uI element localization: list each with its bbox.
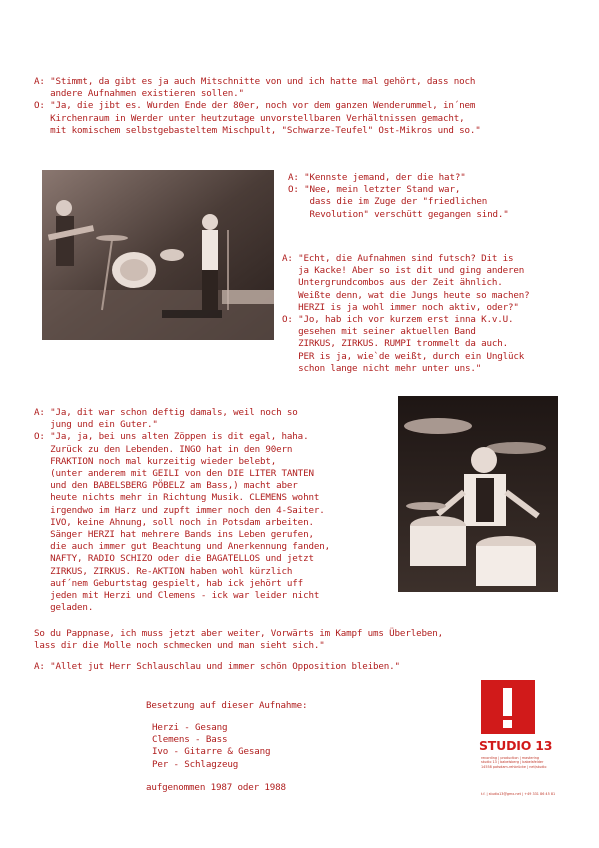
intro-dialogue — [34, 76, 481, 137]
text-line: auf´nem Geburtstag gespielt, hab ick jehört uff — [34, 577, 304, 589]
question-dialogue — [288, 172, 509, 221]
text-line: A: "Kennste jemand, der die hat?" — [288, 172, 466, 183]
text-line: die auch immer gut Beachtung und Anerkennung fanden, — [34, 541, 330, 553]
text-line: lass dir die Molle noch schmecken und man sieht sich." — [34, 640, 325, 652]
text-line: IVO, keine Ahnung, soll noch in Potsdam arbeiten. — [34, 516, 314, 528]
closing-line — [34, 661, 400, 673]
text-line: Ivo - Gitarre & Gesang — [152, 746, 271, 758]
band-live-photo — [42, 170, 274, 340]
text-line: (unter anderem mit GEILI von den DIE LITER TANTEN — [34, 468, 314, 480]
band-members-dialogue — [34, 407, 330, 614]
text-line: A: "Stimmt, da gibt es ja auch Mitschnitte von und ich hatte mal gehört, dass noch — [34, 76, 476, 87]
text-line: mit komischem selbstgebasteltem Mischpult, "Schwarze-Teufel" Ost-Mikros und so." — [34, 124, 481, 136]
text-line: Herzi - Gesang — [152, 722, 228, 733]
drummer-photo — [398, 396, 558, 592]
text-line: irgendwo im Harz und zupft immer noch den 4-Saiter. — [34, 504, 325, 516]
text-line: andere Aufnahmen existieren sollen." — [34, 88, 244, 100]
studio13-logo — [479, 680, 556, 802]
lineup-heading: Besetzung auf dieser Aufnahme: — [146, 700, 308, 711]
logo-tagline: recording | production | mastering studio 13 | babelsberg | babelsfelder 14558 potsdam-rehbrücke | net/studio — [481, 756, 547, 769]
text-line: Revolution" verschütt gegangen sind." — [288, 208, 509, 220]
lineup-list — [152, 722, 270, 771]
text-line: jung und ein Guter." — [34, 419, 158, 431]
text-line: NAFTY, RADIO SCHIZO oder die BAGATELLOS und jetzt — [34, 553, 314, 565]
text-line: A: "Echt, die Aufnahmen sind futsch? Dit is — [282, 253, 514, 264]
text-line: O: "Jo, hab ich vor kurzem erst inna K.v.U. — [282, 314, 514, 326]
text-line: schon lange nicht mehr unter uns." — [282, 362, 482, 374]
text-line: jeden mit Herzi und Clemens - ick war leider nicht — [34, 590, 320, 602]
text-line: dass die im Zuge der "friedlichen — [288, 196, 488, 208]
text-line: ZIRKUS, ZIRKUS. RUMPI trommelt da auch. — [282, 338, 509, 350]
recordings-dialogue — [282, 253, 530, 375]
text-line: HERZI is ja wohl immer noch aktiv, oder?" — [282, 301, 519, 313]
text-line: Kirchenraum in Werder unter heutzutage unvorstellbaren Verhältnissen gemacht, — [34, 112, 465, 124]
text-line: Weißte denn, wat die Jungs heute so machen? — [282, 289, 530, 301]
text-line: So du Pappnase, ich muss jetzt aber weiter, Vorwärts im Kampf ums Überleben, — [34, 628, 443, 639]
text-line: O: "Nee, mein letzter Stand war, — [288, 184, 461, 196]
text-line: Sänger HERZI hat mehrere Bands ins Leben gerufen, — [34, 529, 314, 541]
text-line: heute nichts mehr in Richtung Musik. CLEMENS wohnt — [34, 492, 320, 504]
logo-mark — [481, 680, 535, 734]
text-line: Untergrundcombos aus der Zeit ähnlich. — [282, 277, 503, 289]
text-line: ja Kacke! Aber so ist dit und ging anderen — [282, 265, 525, 277]
farewell-text — [34, 628, 443, 652]
text-line: Clemens - Bass — [152, 734, 228, 746]
text-line: und den BABELSBERG PÖBELZ am Bass,) macht aber — [34, 480, 298, 492]
recording-date: aufgenommen 1987 oder 1988 — [146, 782, 286, 793]
logo-contact: t.f. | studio13@gmx.net | +49 331 86 45 81 — [481, 792, 556, 796]
logo-name: STUDIO 13 — [479, 738, 553, 753]
text-line: ZIRKUS, ZIRKUS. Re-AKTION haben wohl kürzlich — [34, 565, 293, 577]
text-line: Zurück zu den Lebenden. INGO hat in den 90ern — [34, 443, 293, 455]
text-line: O: "Ja, die jibt es. Wurden Ende der 80er, noch vor dem ganzen Wenderummel, in´nem — [34, 100, 476, 112]
text-line: A: "Allet jut Herr Schlauschlau und immer schön Opposition bleiben." — [34, 661, 400, 672]
text-line: FRAKTION noch mal kurzeitig wieder belebt, — [34, 455, 277, 467]
text-line: geladen. — [34, 602, 94, 614]
text-line: gesehen mit seiner aktuellen Band — [282, 326, 476, 338]
text-line: Per - Schlagzeug — [152, 758, 239, 770]
text-line: A: "Ja, dit war schon deftig damals, weil noch so — [34, 407, 298, 418]
text-line: PER is ja, wie`de weißt, durch ein Unglück — [282, 350, 525, 362]
text-line: O: "Ja, ja, bei uns alten Zöppen is dit egal, haha. — [34, 431, 309, 443]
